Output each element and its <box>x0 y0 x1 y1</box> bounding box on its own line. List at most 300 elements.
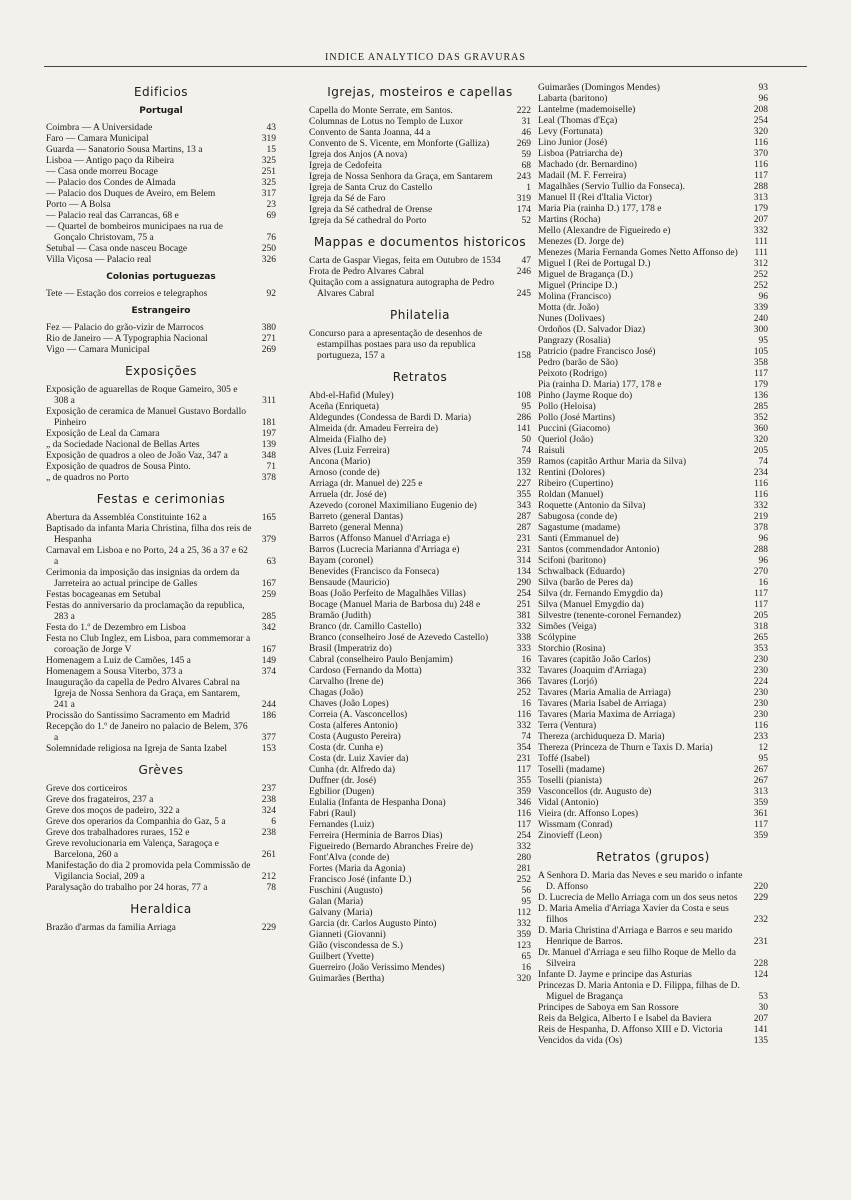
index-entry <box>309 435 531 446</box>
index-entry <box>309 256 531 267</box>
entry-page-number: 95 <box>521 402 531 412</box>
index-entry <box>46 744 276 755</box>
entry-page-number: 15 <box>266 145 276 155</box>
index-entry <box>538 633 768 644</box>
entry-page-number: 16 <box>521 655 531 665</box>
entry-label: Almeida (dr. Amadeu Ferreira de) <box>309 424 438 434</box>
index-entry <box>538 523 768 534</box>
entry-label: — Casa onde morreu Bocage <box>46 167 158 177</box>
entry-page-number: 132 <box>516 468 531 478</box>
index-entry <box>309 699 531 710</box>
entry-page-number: 231 <box>516 754 531 764</box>
entry-label: Brazão d'armas da familia Arriaga <box>46 923 176 933</box>
entry-label: Machado (dr. Bernardino) <box>538 160 637 170</box>
section-heading: Igrejas, mosteiros e capellas <box>327 85 513 99</box>
entry-page-number: 117 <box>754 820 768 830</box>
index-entry <box>538 358 768 369</box>
index-entry <box>309 952 531 963</box>
entry-page-number: 96 <box>758 292 768 302</box>
entry-label: Sabugosa (conde de) <box>538 512 618 522</box>
entry-label: — Palacio real das Carrancas, 68 e <box>46 211 179 221</box>
entry-page-number: 56 <box>521 886 531 896</box>
entry-page-number: 313 <box>753 193 768 203</box>
entry-page-number: 117 <box>754 600 768 610</box>
entry-page-number: 233 <box>753 732 768 742</box>
entry-page-number: 63 <box>266 557 276 567</box>
entry-label: Pollo (Heloisa) <box>538 402 596 412</box>
index-entry <box>309 754 531 765</box>
entry-label: Branco (conselheiro José de Azevedo Castello) <box>309 633 489 643</box>
entry-label: Scólypine <box>538 633 576 643</box>
entry-page-number: 46 <box>521 128 531 138</box>
entry-label: Tete — Estação dos correios e telegraphos <box>46 289 208 299</box>
entry-page-number: 30 <box>758 1003 768 1013</box>
entry-page-number: 179 <box>753 380 768 390</box>
entry-page-number: 259 <box>261 590 276 600</box>
entry-label: Princezas D. Maria Antonia e D. Filippa, filhas de D. Miguel de Bragança <box>538 981 740 1002</box>
entry-page-number: 320 <box>753 127 768 137</box>
index-entry <box>309 600 531 611</box>
entry-label: Homenagem a Sousa Viterbo, 373 a <box>46 667 183 677</box>
entry-label: Motta (dr. João) <box>538 303 599 313</box>
index-entry <box>538 798 768 809</box>
entry-page-number: 74 <box>758 457 768 467</box>
index-entry <box>538 468 768 479</box>
index-entry <box>309 446 531 457</box>
index-entry <box>538 127 768 138</box>
entry-label: Santos (commendador Antonio) <box>538 545 660 555</box>
index-entry <box>309 897 531 908</box>
entry-label: Simões (Veiga) <box>538 622 597 632</box>
entry-page-number: 1 <box>526 183 531 193</box>
index-entry <box>309 633 531 644</box>
index-entry <box>538 754 768 765</box>
entry-page-number: 181 <box>261 418 276 428</box>
index-column-2 <box>309 83 531 985</box>
entry-page-number: 300 <box>753 325 768 335</box>
index-entry <box>309 655 531 666</box>
entry-label: Toselli (pianista) <box>538 776 602 786</box>
entry-page-number: 238 <box>261 795 276 805</box>
entry-page-number: 31 <box>521 117 531 127</box>
entry-page-number: 228 <box>753 959 768 969</box>
entry-page-number: 116 <box>754 479 768 489</box>
entry-page-number: 379 <box>261 535 276 545</box>
index-entry <box>309 117 531 128</box>
index-entry <box>46 817 276 828</box>
index-entry <box>538 820 768 831</box>
index-entry <box>309 267 531 278</box>
entry-page-number: 16 <box>758 578 768 588</box>
index-entry <box>538 871 768 893</box>
index-entry <box>309 329 531 362</box>
entry-page-number: 342 <box>261 623 276 633</box>
entry-label: Greve revolucionaria em Valença, Saragoça e Barcelona, 260 a <box>46 839 219 860</box>
index-entry <box>46 222 276 244</box>
entry-label: Lino Junior (José) <box>538 138 608 148</box>
entry-page-number: 50 <box>521 435 531 445</box>
index-entry <box>46 429 276 440</box>
entry-label: Reis de Hespanha, D. Affonso XIII e D. Victoria <box>538 1025 723 1035</box>
entry-page-number: 47 <box>521 256 531 266</box>
entry-page-number: 117 <box>754 171 768 181</box>
entry-label: Brasil (Imperatriz do) <box>309 644 392 654</box>
index-entry <box>538 281 768 292</box>
entry-page-number: 93 <box>758 83 768 93</box>
index-entry <box>309 402 531 413</box>
index-entry <box>538 215 768 226</box>
index-entry <box>538 413 768 424</box>
index-entry <box>309 743 531 754</box>
entry-label: Scifoni (baritono) <box>538 556 606 566</box>
entry-page-number: 252 <box>753 270 768 280</box>
index-entry <box>538 809 768 820</box>
entry-page-number: 230 <box>753 710 768 720</box>
index-entry <box>46 513 276 524</box>
entry-page-number: 325 <box>261 178 276 188</box>
entry-label: Igreja dos Anjos (A nova) <box>309 150 408 160</box>
entry-page-number: 270 <box>753 567 768 577</box>
section-heading: Edificios <box>133 85 189 99</box>
entry-label: Duffner (dr. José) <box>309 776 377 786</box>
index-entry <box>46 883 276 894</box>
index-entry <box>538 457 768 468</box>
entry-label: Fortes (Maria da Agonia) <box>309 864 406 874</box>
entry-label: Vieira (dr. Affonso Lopes) <box>538 809 639 819</box>
index-entry <box>538 435 768 446</box>
entry-label: Egbilior (Dugen) <box>309 787 375 797</box>
entry-label: Miguel de Bragança (D.) <box>538 270 633 280</box>
entry-label: Ordoños (D. Salvador Diaz) <box>538 325 646 335</box>
index-entry <box>309 457 531 468</box>
index-entry <box>538 904 768 926</box>
index-entry <box>538 831 768 842</box>
index-entry <box>309 809 531 820</box>
index-entry <box>309 732 531 743</box>
entry-label: Exposição de ceramica de Manuel Gustavo Bordallo Pinheiro <box>46 407 246 428</box>
entry-label: Francisco José (infante D.) <box>309 875 412 885</box>
index-entry <box>309 853 531 864</box>
entry-page-number: 246 <box>516 267 531 277</box>
entry-page-number: 219 <box>753 512 768 522</box>
entry-label: Silva (Manuel Emygdio da) <box>538 600 644 610</box>
entry-label: Porto — A Bolsa <box>46 200 111 210</box>
entry-label: D. Lucrecia de Mello Arriaga com un dos seus netos <box>538 893 738 903</box>
entry-label: Bensaude (Mauricio) <box>309 578 390 588</box>
index-entry <box>46 828 276 839</box>
entry-label: Gião (viscondessa de S.) <box>309 941 403 951</box>
entry-page-number: 252 <box>753 281 768 291</box>
entry-page-number: 254 <box>516 589 531 599</box>
entry-page-number: 366 <box>516 677 531 687</box>
index-entry <box>538 171 768 182</box>
entry-page-number: 230 <box>753 688 768 698</box>
entry-label: Manifestação do dia 2 promovida pela Commissão de Vigilancia Social, 209 a <box>46 861 251 882</box>
entry-page-number: 116 <box>754 138 768 148</box>
entry-page-number: 343 <box>516 501 531 511</box>
entry-label: Festa do 1.º de Dezembro em Lisboa <box>46 623 186 633</box>
index-entry <box>46 462 276 473</box>
entry-page-number: 338 <box>516 633 531 643</box>
index-entry <box>538 259 768 270</box>
entry-page-number: 116 <box>517 809 531 819</box>
entry-label: Villa Viçosa — Palacio real <box>46 255 152 265</box>
index-entry <box>46 861 276 883</box>
index-entry <box>309 721 531 732</box>
entry-page-number: 43 <box>266 123 276 133</box>
index-entry <box>538 160 768 171</box>
entry-label: Mello (Alexandre de Figueiredo e) <box>538 226 671 236</box>
index-entry <box>46 156 276 167</box>
entry-label: Tavares (Lorjó) <box>538 677 598 687</box>
entry-page-number: 136 <box>753 391 768 401</box>
index-entry <box>309 512 531 523</box>
entry-page-number: 378 <box>753 523 768 533</box>
entry-page-number: 348 <box>261 451 276 461</box>
entry-page-number: 167 <box>261 579 276 589</box>
entry-label: Pangrazy (Rosalia) <box>538 336 611 346</box>
entry-page-number: 231 <box>516 545 531 555</box>
entry-label: Levy (Fortunata) <box>538 127 603 137</box>
index-entry <box>538 611 768 622</box>
index-entry <box>538 644 768 655</box>
index-entry <box>309 820 531 831</box>
entry-label: Manuel II (Rei d'Italia Victor) <box>538 193 652 203</box>
index-entry <box>46 211 276 222</box>
index-column-3 <box>538 83 768 1047</box>
entry-label: Vidal (Antonio) <box>538 798 599 808</box>
entry-page-number: 53 <box>758 992 768 1002</box>
index-entry <box>309 677 531 688</box>
entry-label: Sagastume (madame) <box>538 523 621 533</box>
entry-label: Quitação com a assignatura autographa de Pedro Alvares Cabral <box>309 278 495 299</box>
section-heading: Retratos <box>392 370 448 384</box>
index-entry <box>309 150 531 161</box>
index-entry <box>46 178 276 189</box>
entry-label: Exposição de Leal da Camara <box>46 429 160 439</box>
entry-page-number: 179 <box>753 204 768 214</box>
index-entry <box>538 1014 768 1025</box>
entry-page-number: 378 <box>261 473 276 483</box>
entry-label: Procissão do Santissimo Sacramento em Madrid <box>46 711 230 721</box>
entry-label: Pedro (barão de São) <box>538 358 618 368</box>
index-entry <box>309 468 531 479</box>
index-entry <box>46 200 276 211</box>
index-entry <box>309 776 531 787</box>
entry-label: Reis da Belgica, Alberto I e Isabel da Baviera <box>538 1014 712 1024</box>
index-entry <box>309 710 531 721</box>
entry-page-number: 240 <box>753 314 768 324</box>
index-entry <box>46 244 276 255</box>
entry-label: Menezes (D. Jorge de) <box>538 237 624 247</box>
entry-label: Igreja da Sé cathedral de Orense <box>309 205 433 215</box>
entry-label: Abd-el-Hafid (Muley) <box>309 391 394 401</box>
entry-label: Toselli (madame) <box>538 765 605 775</box>
entry-page-number: 135 <box>753 1036 768 1046</box>
entry-label: Festas do anniversario da proclamação da republica, 283 a <box>46 601 245 622</box>
index-entry <box>46 345 276 356</box>
entry-page-number: 237 <box>261 784 276 794</box>
entry-label: Aldegundes (Condessa de Bardi D. Maria) <box>309 413 471 423</box>
entry-page-number: 285 <box>261 612 276 622</box>
entry-label: Festas bocageanas em Setubal <box>46 590 161 600</box>
index-entry <box>46 568 276 590</box>
entry-page-number: 108 <box>516 391 531 401</box>
entry-page-number: 116 <box>754 721 768 731</box>
index-entry <box>538 204 768 215</box>
entry-page-number: 281 <box>516 864 531 874</box>
entry-page-number: 287 <box>516 523 531 533</box>
entry-label: Wissmam (Conrad) <box>538 820 613 830</box>
index-entry <box>538 1036 768 1047</box>
index-entry <box>46 711 276 722</box>
index-entry <box>538 292 768 303</box>
entry-label: Setubal — Casa onde nasceu Bocage <box>46 244 188 254</box>
entry-label: Chagas (João) <box>309 688 364 698</box>
index-entry <box>309 589 531 600</box>
entry-label: Greve dos moços de padeiro, 322 a <box>46 806 180 816</box>
entry-label: Igreja da Sé cathedral do Porto <box>309 216 427 226</box>
entry-page-number: 71 <box>266 462 276 472</box>
entry-label: Roldan (Manuel) <box>538 490 604 500</box>
entry-page-number: 359 <box>516 787 531 797</box>
index-entry <box>309 864 531 875</box>
entry-label: Guimarães (Bertha) <box>309 974 385 984</box>
index-entry <box>309 578 531 589</box>
index-entry <box>309 278 531 300</box>
entry-page-number: 332 <box>753 226 768 236</box>
entry-label: Magalhães (Servio Tullio da Fonseca). <box>538 182 685 192</box>
entry-label: Greve dos trabalhadores ruraes, 152 e <box>46 828 190 838</box>
entry-label: Carnaval em Lisboa e no Porto, 24 a 25, 36 a 37 e 62 a <box>46 546 248 567</box>
entry-label: Vencidos da vida (Os) <box>538 1036 623 1046</box>
index-entry <box>46 334 276 345</box>
entry-label: Silva (barão de Peres da) <box>538 578 633 588</box>
entry-label: Madail (M. F. Ferreira) <box>538 171 627 181</box>
entry-page-number: 74 <box>521 446 531 456</box>
index-entry <box>538 776 768 787</box>
index-entry <box>309 765 531 776</box>
entry-page-number: 141 <box>753 1025 768 1035</box>
entry-label: Toffé (Isabel) <box>538 754 590 764</box>
index-entry <box>538 787 768 798</box>
index-entry <box>309 216 531 227</box>
entry-page-number: 251 <box>261 167 276 177</box>
entry-page-number: 312 <box>753 259 768 269</box>
entry-page-number: 197 <box>261 429 276 439</box>
entry-label: Abertura da Assembléa Constituinte 162 a <box>46 513 207 523</box>
entry-label: Lisboa (Patriarcha de) <box>538 149 623 159</box>
entry-label: „ de quadros no Porto <box>46 473 129 483</box>
index-entry <box>538 182 768 193</box>
index-entry <box>538 226 768 237</box>
index-entry <box>309 501 531 512</box>
index-entry <box>538 94 768 105</box>
entry-page-number: 325 <box>261 156 276 166</box>
index-entry <box>309 205 531 216</box>
entry-label: — Quartel de bombeiros municipaes na rua de Gonçalo Christovam, 75 a <box>46 222 224 243</box>
entry-page-number: 208 <box>753 105 768 115</box>
entry-label: Guilbert (Yvette) <box>309 952 374 962</box>
index-entry <box>46 385 276 407</box>
entry-label: Patricio (padre Francisco José) <box>538 347 656 357</box>
entry-page-number: 245 <box>516 289 531 299</box>
index-entry <box>309 424 531 435</box>
entry-page-number: 326 <box>261 255 276 265</box>
index-entry <box>46 145 276 156</box>
index-entry <box>309 886 531 897</box>
entry-page-number: 267 <box>753 765 768 775</box>
entry-page-number: 207 <box>753 215 768 225</box>
entry-page-number: 95 <box>521 897 531 907</box>
index-entry <box>46 795 276 806</box>
entry-page-number: 243 <box>516 172 531 182</box>
entry-page-number: 212 <box>261 872 276 882</box>
index-entry <box>309 963 531 974</box>
entry-page-number: 269 <box>261 345 276 355</box>
index-entry <box>538 600 768 611</box>
entry-label: Garcia (dr. Carlos Augusto Pinto) <box>309 919 437 929</box>
entry-label: Cerimonia da imposição das insignias da ordem da Jarreteira ao actual principe de Galles <box>46 568 240 589</box>
entry-label: Storchio (Rosina) <box>538 644 606 654</box>
entry-label: Rio de Janeiro — A Typographia Nacional <box>46 334 208 344</box>
entry-label: Greve dos fragateiros, 237 a <box>46 795 154 805</box>
index-entry <box>538 545 768 556</box>
entry-label: Costa (alferes Antonio) <box>309 721 398 731</box>
entry-page-number: 265 <box>753 633 768 643</box>
entry-label: Fabri (Raul) <box>309 809 356 819</box>
entry-label: „ da Sociedade Nacional de Bellas Artes <box>46 440 200 450</box>
section-heading: Retratos (grupos) <box>596 850 710 864</box>
entry-page-number: 320 <box>753 435 768 445</box>
entry-page-number: 220 <box>753 882 768 892</box>
index-entry <box>46 323 276 334</box>
entry-label: Silva (dr. Fernando Emygdio da) <box>538 589 663 599</box>
entry-page-number: 230 <box>753 655 768 665</box>
index-entry <box>309 523 531 534</box>
index-entry <box>309 534 531 545</box>
entry-page-number: 320 <box>516 974 531 984</box>
entry-page-number: 319 <box>261 134 276 144</box>
entry-page-number: 229 <box>261 923 276 933</box>
entry-page-number: 141 <box>516 424 531 434</box>
index-entry <box>309 161 531 172</box>
index-entry <box>309 919 531 930</box>
index-entry <box>46 722 276 744</box>
entry-label: Fuschini (Augusto) <box>309 886 383 896</box>
entry-page-number: 332 <box>516 622 531 632</box>
section-heading: Grèves <box>138 763 184 777</box>
entry-page-number: 222 <box>516 106 531 116</box>
index-entry <box>538 666 768 677</box>
entry-label: Peixoto (Rodrigo) <box>538 369 607 379</box>
index-entry <box>538 622 768 633</box>
entry-page-number: 332 <box>516 919 531 929</box>
index-entry <box>309 831 531 842</box>
entry-label: Fernandes (Luiz) <box>309 820 375 830</box>
index-entry <box>46 678 276 711</box>
entry-label: — Palacio dos Duques de Aveiro, em Belem <box>46 189 216 199</box>
entry-page-number: 68 <box>521 161 531 171</box>
index-entry <box>538 248 768 259</box>
entry-page-number: 112 <box>517 908 531 918</box>
index-entry <box>309 128 531 139</box>
index-entry <box>538 743 768 754</box>
entry-label: Font'Alva (conde de) <box>309 853 390 863</box>
index-entry <box>538 369 768 380</box>
entry-page-number: 324 <box>261 806 276 816</box>
entry-label: Igreja da Sé de Faro <box>309 194 386 204</box>
